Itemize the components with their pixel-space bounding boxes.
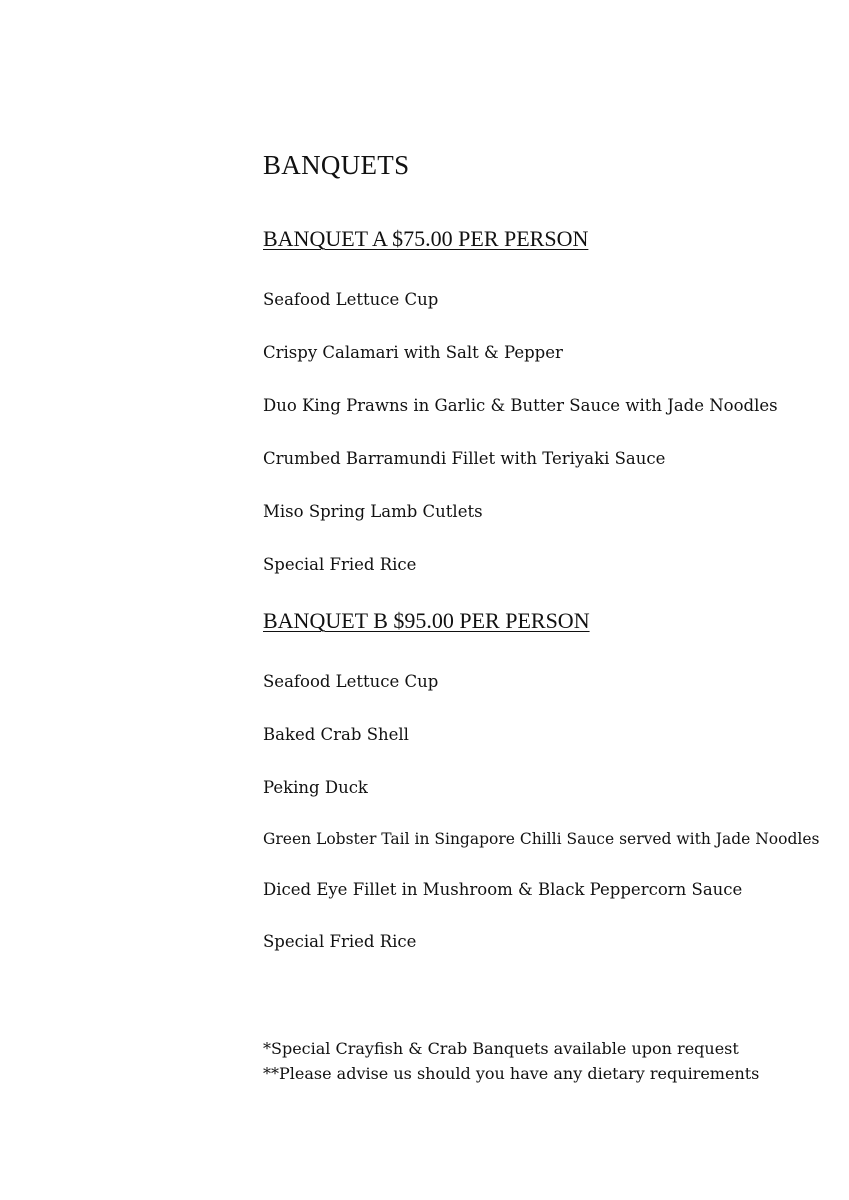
- banquet-b-item: Peking Duck: [263, 778, 368, 797]
- footnote-dietary: **Please advise us should you have any dietary requirements: [263, 1064, 760, 1083]
- banquet-b-item: Seafood Lettuce Cup: [263, 672, 439, 691]
- banquet-a-item: Seafood Lettuce Cup: [263, 290, 439, 309]
- banquet-a-item: Crispy Calamari with Salt & Pepper: [263, 343, 563, 362]
- banquet-b-item: Special Fried Rice: [263, 932, 417, 951]
- banquet-b-heading: BANQUET B $95.00 PER PERSON: [263, 608, 590, 633]
- banquet-a-item: Duo King Prawns in Garlic & Butter Sauce with Jade Noodles: [263, 396, 778, 415]
- banquet-a-item: Crumbed Barramundi Fillet with Teriyaki Sauce: [263, 449, 666, 468]
- banquet-b-item: Diced Eye Fillet in Mushroom & Black Peppercorn Sauce: [263, 880, 743, 899]
- footnote-crayfish: *Special Crayfish & Crab Banquets available upon request: [263, 1039, 739, 1058]
- banquet-a-item: Special Fried Rice: [263, 555, 417, 574]
- banquet-b-item: Green Lobster Tail in Singapore Chilli Sauce served with Jade Noodles: [263, 830, 820, 848]
- page-title: BANQUETS: [263, 150, 410, 180]
- banquet-a-item: Miso Spring Lamb Cutlets: [263, 502, 483, 521]
- banquet-b-item: Baked Crab Shell: [263, 725, 409, 744]
- banquet-a-heading: BANQUET A $75.00 PER PERSON: [263, 226, 589, 251]
